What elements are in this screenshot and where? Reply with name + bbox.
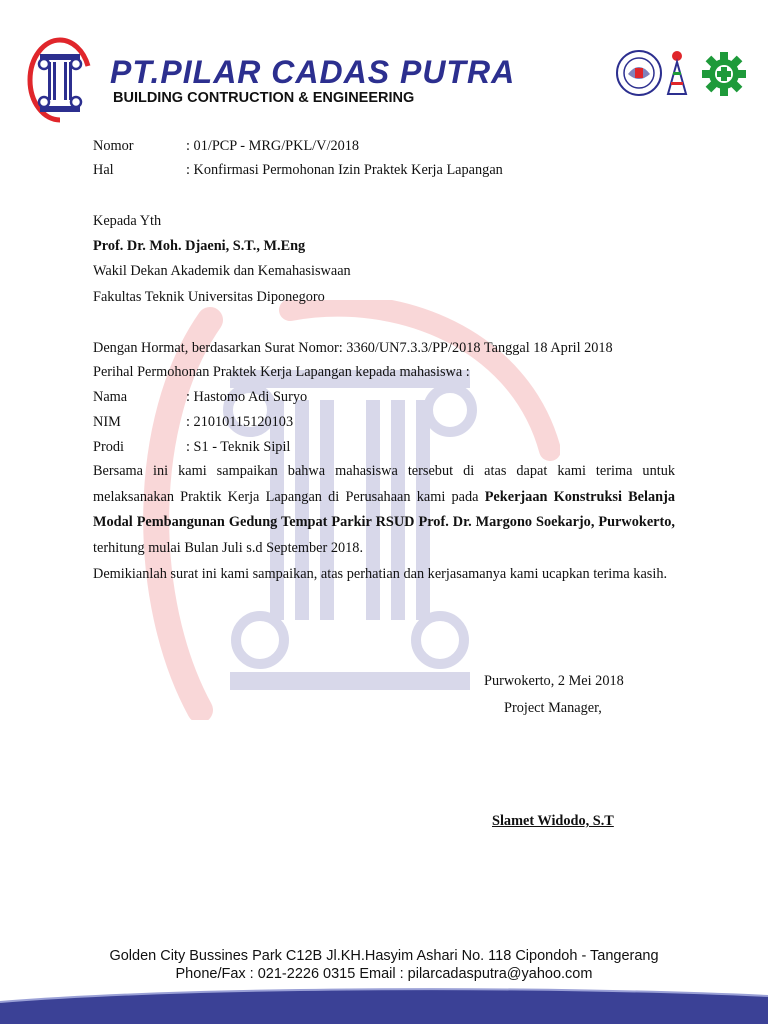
- student-prodi-value: : S1 - Teknik Sipil: [186, 439, 291, 455]
- body-text-part-2: terhitung mulai Bulan Juli s.d September 2018.: [93, 539, 364, 556]
- signer-title: Project Manager,: [504, 700, 602, 716]
- company-tagline: BUILDING CONTRUCTION & ENGINEERING: [113, 90, 415, 106]
- place-date: Purwokerto, 2 Mei 2018: [484, 673, 624, 689]
- nomor-value: : 01/PCP - MRG/PKL/V/2018: [186, 138, 360, 154]
- body-text-part-1: Bersama ini kami sampaikan bahwa mahasiswa tersebut di atas dapat kami terima untuk melaksanakan Praktik Kerja Lapangan di Perusahaan kami pada: [93, 463, 675, 505]
- signer-name: Slamet Widodo, S.T: [492, 813, 614, 829]
- nomor-label: Nomor: [93, 138, 134, 154]
- association-emblem-icon: [664, 48, 690, 98]
- student-nim-value: : 21010115120103: [186, 414, 294, 430]
- k3-safety-gear-icon: [700, 50, 748, 98]
- footer-address: Golden City Bussines Park C12B Jl.KH.Hasyim Ashari No. 118 Cipondoh - Tangerang: [109, 948, 659, 964]
- body-paragraph: [93, 459, 675, 561]
- kepada-yth: Kepada Yth: [93, 213, 162, 229]
- footer-wave-band: [0, 984, 768, 1024]
- project-name: Pekerjaan Konstruksi Belanja Modal Pembangunan Gedung Tempat Parkir RSUD Prof. Dr. Margono Soekarjo, Purwokerto,: [93, 488, 675, 530]
- student-name-value: : Hastomo Adi Suryo: [186, 389, 308, 405]
- recipient-position: Wakil Dekan Akademik dan Kemahasiswaan: [93, 263, 351, 279]
- opening-line-2: Perihal Permohonan Praktek Kerja Lapangan kepada mahasiswa :: [93, 364, 470, 380]
- hal-value: : Konfirmasi Permohonan Izin Praktek Kerja Lapangan: [186, 162, 503, 178]
- certification-seal-icon: [614, 48, 664, 98]
- recipient-name: Prof. Dr. Moh. Djaeni, S.T., M.Eng: [93, 238, 306, 254]
- student-prodi-label: Prodi: [93, 439, 124, 455]
- student-name-label: Nama: [93, 389, 128, 405]
- footer-contact: Phone/Fax : 021-2226 0315 Email : pilarcadasputra@yahoo.com: [175, 966, 593, 982]
- recipient-faculty: Fakultas Teknik Universitas Diponegoro: [93, 289, 325, 305]
- opening-line-1: Dengan Hormat, berdasarkan Surat Nomor: 3360/UN7.3.3/PP/2018 Tanggal 18 April 2018: [93, 340, 613, 356]
- company-logo-icon: [26, 36, 94, 124]
- company-name: PT.PILAR CADAS PUTRA: [110, 54, 516, 90]
- closing-paragraph: Demikianlah surat ini kami sampaikan, atas perhatian dan kerjasamanya kami ucapkan terima kasih.: [93, 566, 668, 582]
- hal-label: Hal: [93, 162, 114, 178]
- student-nim-label: NIM: [93, 414, 121, 430]
